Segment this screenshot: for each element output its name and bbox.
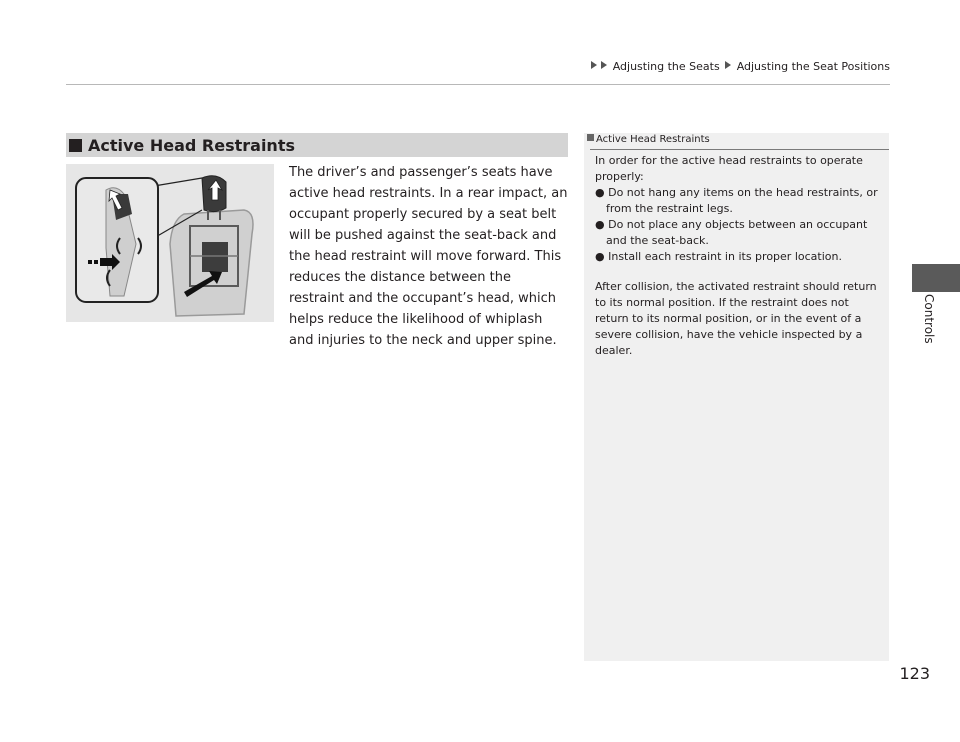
chapter-label: Controls bbox=[922, 294, 936, 344]
bullet-dot-icon: ● bbox=[595, 186, 609, 199]
side-note-title: Active Head Restraints bbox=[587, 134, 710, 145]
chapter-tab[interactable] bbox=[912, 264, 960, 292]
breadcrumb-arrow-icon bbox=[601, 61, 607, 69]
breadcrumb-arrow-icon bbox=[725, 61, 731, 69]
breadcrumb-seat-positions[interactable]: Adjusting the Seat Positions bbox=[736, 60, 890, 73]
bullet-dot-icon: ● bbox=[595, 218, 609, 231]
note-intro: In order for the active head restraints to operate properly: bbox=[595, 154, 863, 183]
bullet-dot-icon: ● bbox=[595, 250, 609, 263]
seat-diagram-icon bbox=[66, 164, 274, 322]
note-bullet: ● Do not place any objects between an occupant and the seat-back. bbox=[595, 218, 868, 247]
body-paragraph: The driver’s and passenger’s seats have active head restraints. In a rear impact, an occupant properly secured by a seat belt will be pushed against the seat-back and the head restraint will move forward. This reduces the distance between the restraint and the occupant’s head, which helps reduce the likelihood of whiplash and injuries to the neck and upper spine. bbox=[289, 165, 568, 348]
side-note-rule bbox=[590, 149, 889, 150]
header-rule bbox=[66, 84, 890, 85]
head-restraint-illustration bbox=[66, 164, 274, 322]
breadcrumb bbox=[589, 60, 890, 73]
section-square-icon bbox=[69, 139, 82, 152]
note-bullet: ● Do not hang any items on the head restraints, or from the restraint legs. bbox=[595, 186, 878, 215]
note-after-collision: After collision, the activated restraint should return to its normal position. If the restraint does not return to its normal position, or in the event of a severe collision, have the vehicle inspected by a dealer. bbox=[595, 280, 877, 357]
note-bullet: ● Install each restraint in its proper location. bbox=[595, 250, 842, 263]
page-number: 123 bbox=[899, 664, 930, 683]
breadcrumb-adjusting-seats[interactable]: Adjusting the Seats bbox=[612, 60, 720, 73]
reference-marker-icon bbox=[587, 134, 594, 141]
section-header bbox=[66, 133, 568, 157]
breadcrumb-arrow-icon bbox=[591, 61, 597, 69]
side-note-body bbox=[595, 153, 883, 359]
section-title: Active Head Restraints bbox=[88, 135, 295, 155]
note-spacer bbox=[595, 265, 883, 279]
